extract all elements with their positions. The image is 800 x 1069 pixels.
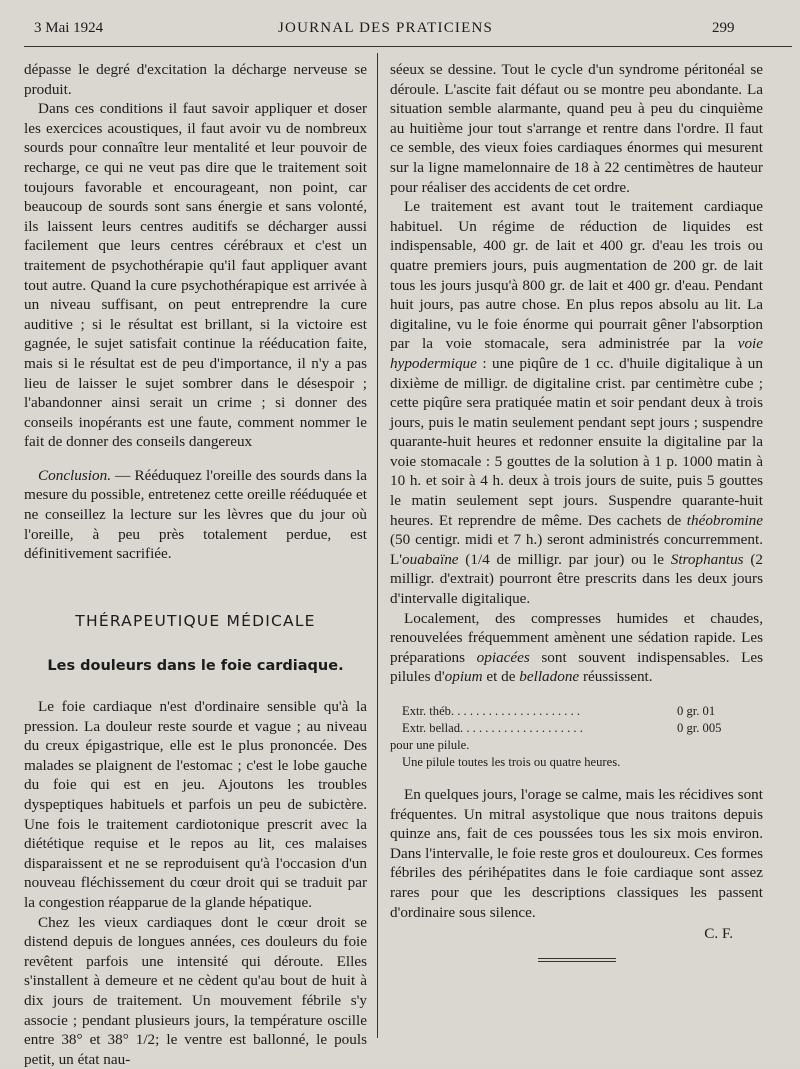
column-divider: [377, 53, 378, 1038]
prescription-line: [390, 703, 763, 720]
page-header: [0, 20, 800, 44]
em-strophantus: Strophantus: [670, 550, 744, 568]
ingredient-dose: 0 gr. 005: [677, 721, 722, 735]
paragraph-traitement: [390, 197, 763, 608]
page-number: 299: [712, 20, 735, 36]
prescription-block: [390, 703, 763, 771]
author-signature: C. F.: [704, 925, 733, 943]
prescription-dosage: Une pilule toutes les trois ou quatre heures.: [402, 755, 621, 769]
em-opiacees: opiacées: [476, 648, 530, 666]
journal-title: JOURNAL DES PRATICIENS: [278, 20, 494, 36]
prescription-per: pour une pilule.: [390, 738, 470, 752]
text-run: Localement, des compresses humides et chaudes, renouvelées fréquemment amènent une sédation rapide. Les préparations: [390, 609, 763, 666]
text-run: : une piqûre de 1 cc. d'huile digitalique à un dixième de milligr. de digitaline crist. par centimètre cube ; cette piqûre sera pratiquée matin et soir pendant deux à trois jours, puis le matin seulement pendant sept jours ; suspendre quarante-huit heures et redonner ensuite la digitaline par la voie stomacale : 5 gouttes de la solution à 1 p. 1000 matin à 10 h. et soir à 4 h. deux à trois jours de suite, puis 5 gouttes le matin seulement sept jours. Suspendre quarante-huit heures. Et reprendre de même. Des cachets de: [390, 354, 763, 529]
header-rule: [24, 46, 792, 47]
em-ouabaine: ouabaïne: [402, 550, 459, 568]
em-belladone: belladone: [519, 668, 580, 686]
ingredient-dose: 0 gr. 01: [677, 704, 716, 718]
text-run: Le traitement est avant tout le traitement cardiaque habituel. Un régime de réduction de liquides est indispensable, 400 gr. de lait et 400 gr. d'eau les trois ou quatre premiers jours, puis augmentation de 200 gr. de lait tous les jours jusqu'à 800 gr. de lait et 400 gr. d'eau. Pendant huit jours, pas autre chose. En plus repos absolu au lit. La digitaline, vu le foie énorme qui pourrait gêner l'absorption par la voie stomacale, sera administrée par la: [390, 198, 763, 353]
paragraph-continued: dépasse le degré d'excitation la décharge nerveuse se produit.: [24, 61, 367, 98]
paragraph-localement: [390, 609, 763, 687]
right-column: [390, 60, 763, 962]
ingredient-name: Extr. bellad. . . . . . . . . . . . . . . . . . . .: [402, 721, 583, 735]
em-voie-hypodermique: voie hypodermique: [390, 335, 763, 372]
text-run: réussissent.: [579, 668, 653, 686]
article-title: Les douleurs dans le foie cardiaque.: [47, 658, 344, 675]
text-run: (1/4 de milligr. par jour) ou le: [458, 550, 671, 568]
conclusion-paragraph: [24, 466, 367, 564]
section-title: THÉRAPEUTIQUE MÉDICALE: [75, 611, 316, 630]
text-run: (2 milligr. d'extrait) pourront être prescrits dans les deux jours d'intervalle digitalique.: [390, 550, 763, 608]
issue-date: 3 Mai 1924: [34, 20, 104, 36]
paragraph-orage: En quelques jours, l'orage se calme, mais les récidives sont fréquentes. Un mitral asystolique que nous traitons depuis quinze ans, fait de ces poussées tous les six mois environ. Dans l'intervalle, le foie reste gros et douloureux. Ces formes fébriles des périhépatites dans le foie cardiaque sont assez rares pour que les descriptions classiques les passent d'ordinaire sous silence.: [390, 786, 763, 921]
em-theobromine: théobromine: [686, 511, 763, 529]
em-opium: opium: [444, 668, 483, 686]
end-rule: [538, 958, 616, 962]
text-run: sont souvent indispensables. Les pilules d': [390, 648, 764, 686]
conclusion-text: — Rééduquez l'oreille des sourds dans la mesure du possible, entretenez cette oreille rééduquée et ne conseillez la lecture sur les lèvres que du jour où l'oreille, à peu près totalement perdue, est définitivement sacrifiée.: [24, 466, 367, 563]
article-paragraph-1: Le foie cardiaque n'est d'ordinaire sensible qu'à la pression. La douleur reste sourde et vague ; au niveau du creux épigastrique, elle est le plus prononcée. Des malades se plaignent de l'estomac ; c'est le lobe gauche du foie qui est en jeu. Ajoutons les troubles dyspeptiques habituels et parfois un peu de subictère. Une fois le traitement cardiotonique prescrit avec la diététique requise et le repos au lit, ces malaises disparaissent et ne se reproduisent qu'à l'occasion d'un nouveau fléchissement du cœur droit qui se traduit par la congestion réapparue de la glande hépatique.: [24, 698, 367, 911]
article-paragraph-2: Chez les vieux cardiaques dont le cœur droit se distend depuis de longues années, ces douleurs du foie revêtent parfois une intensité qui déroute. Elles s'installent à demeure et ne cèdent qu'au bout de huit à dix jours de traitement. Un mouvement fébrile s'y associe ; pendant plusieurs jours, la température oscille entre 38° et 38° 1/2; le ventre est ballonné, le pouls petit, un état nau-: [24, 913, 367, 1068]
paragraph-sourds-exercices: Dans ces conditions il faut savoir appliquer et doser les exercices acoustiques, il faut avoir vu de nombreux sourds pour connaître leur mentalité et leur pouvoir de recharge, ce qui ne veut pas dire que le traitement soit toujours favorable et encourageant, non point, car beaucoup de sourds sont sans énergie et sans volonté, ils laissent leurs centres auditifs se décharger aussi facilement que leurs centres cérébraux et c'est un traitement de psychothérapie qu'il faut appliquer avant tout autre. Quand la cure psychothérapique est arrivée à un niveau suffisant, on peut entreprendre la cure auditive ; si le résultat est brillant, si la victoire est gagnée, le sujet satisfait continue la rééducation faite, mais si le résultat est de peu d'importance, il n'y a pas lieu de laisser le sujet sombrer dans le désespoir ; l'abandonner ainsi serait un crime ; si donner des conseils inopérants est une faute, comment nommer le fait de donner des conseils dangereux: [24, 100, 367, 451]
paragraph-syndrome: séeux se dessine. Tout le cycle d'un syndrome péritonéal se déroule. L'ascite fait défaut ou se montre peu abondante. La situation semble alarmante, quand peu à peu du cinquième au huitième jour tout s'arrange et rentre dans l'ordre. Il faut ce semble, des vieux foies cardiaques énormes qui mesurent sur la ligne mamelonnaire de 18 à 22 centimètres de hauteur pour réaliser des accidents de cet ordre.: [390, 61, 763, 196]
conclusion-label: Conclusion.: [38, 466, 111, 484]
text-run: et de: [482, 668, 520, 686]
prescription-line: [390, 720, 763, 737]
left-column: [24, 60, 367, 1069]
text-run: (50 centigr. midi et 7 h.) seront administrés concurremment. L': [390, 531, 763, 568]
ingredient-name: Extr. théb. . . . . . . . . . . . . . . . . . . . .: [402, 704, 581, 718]
